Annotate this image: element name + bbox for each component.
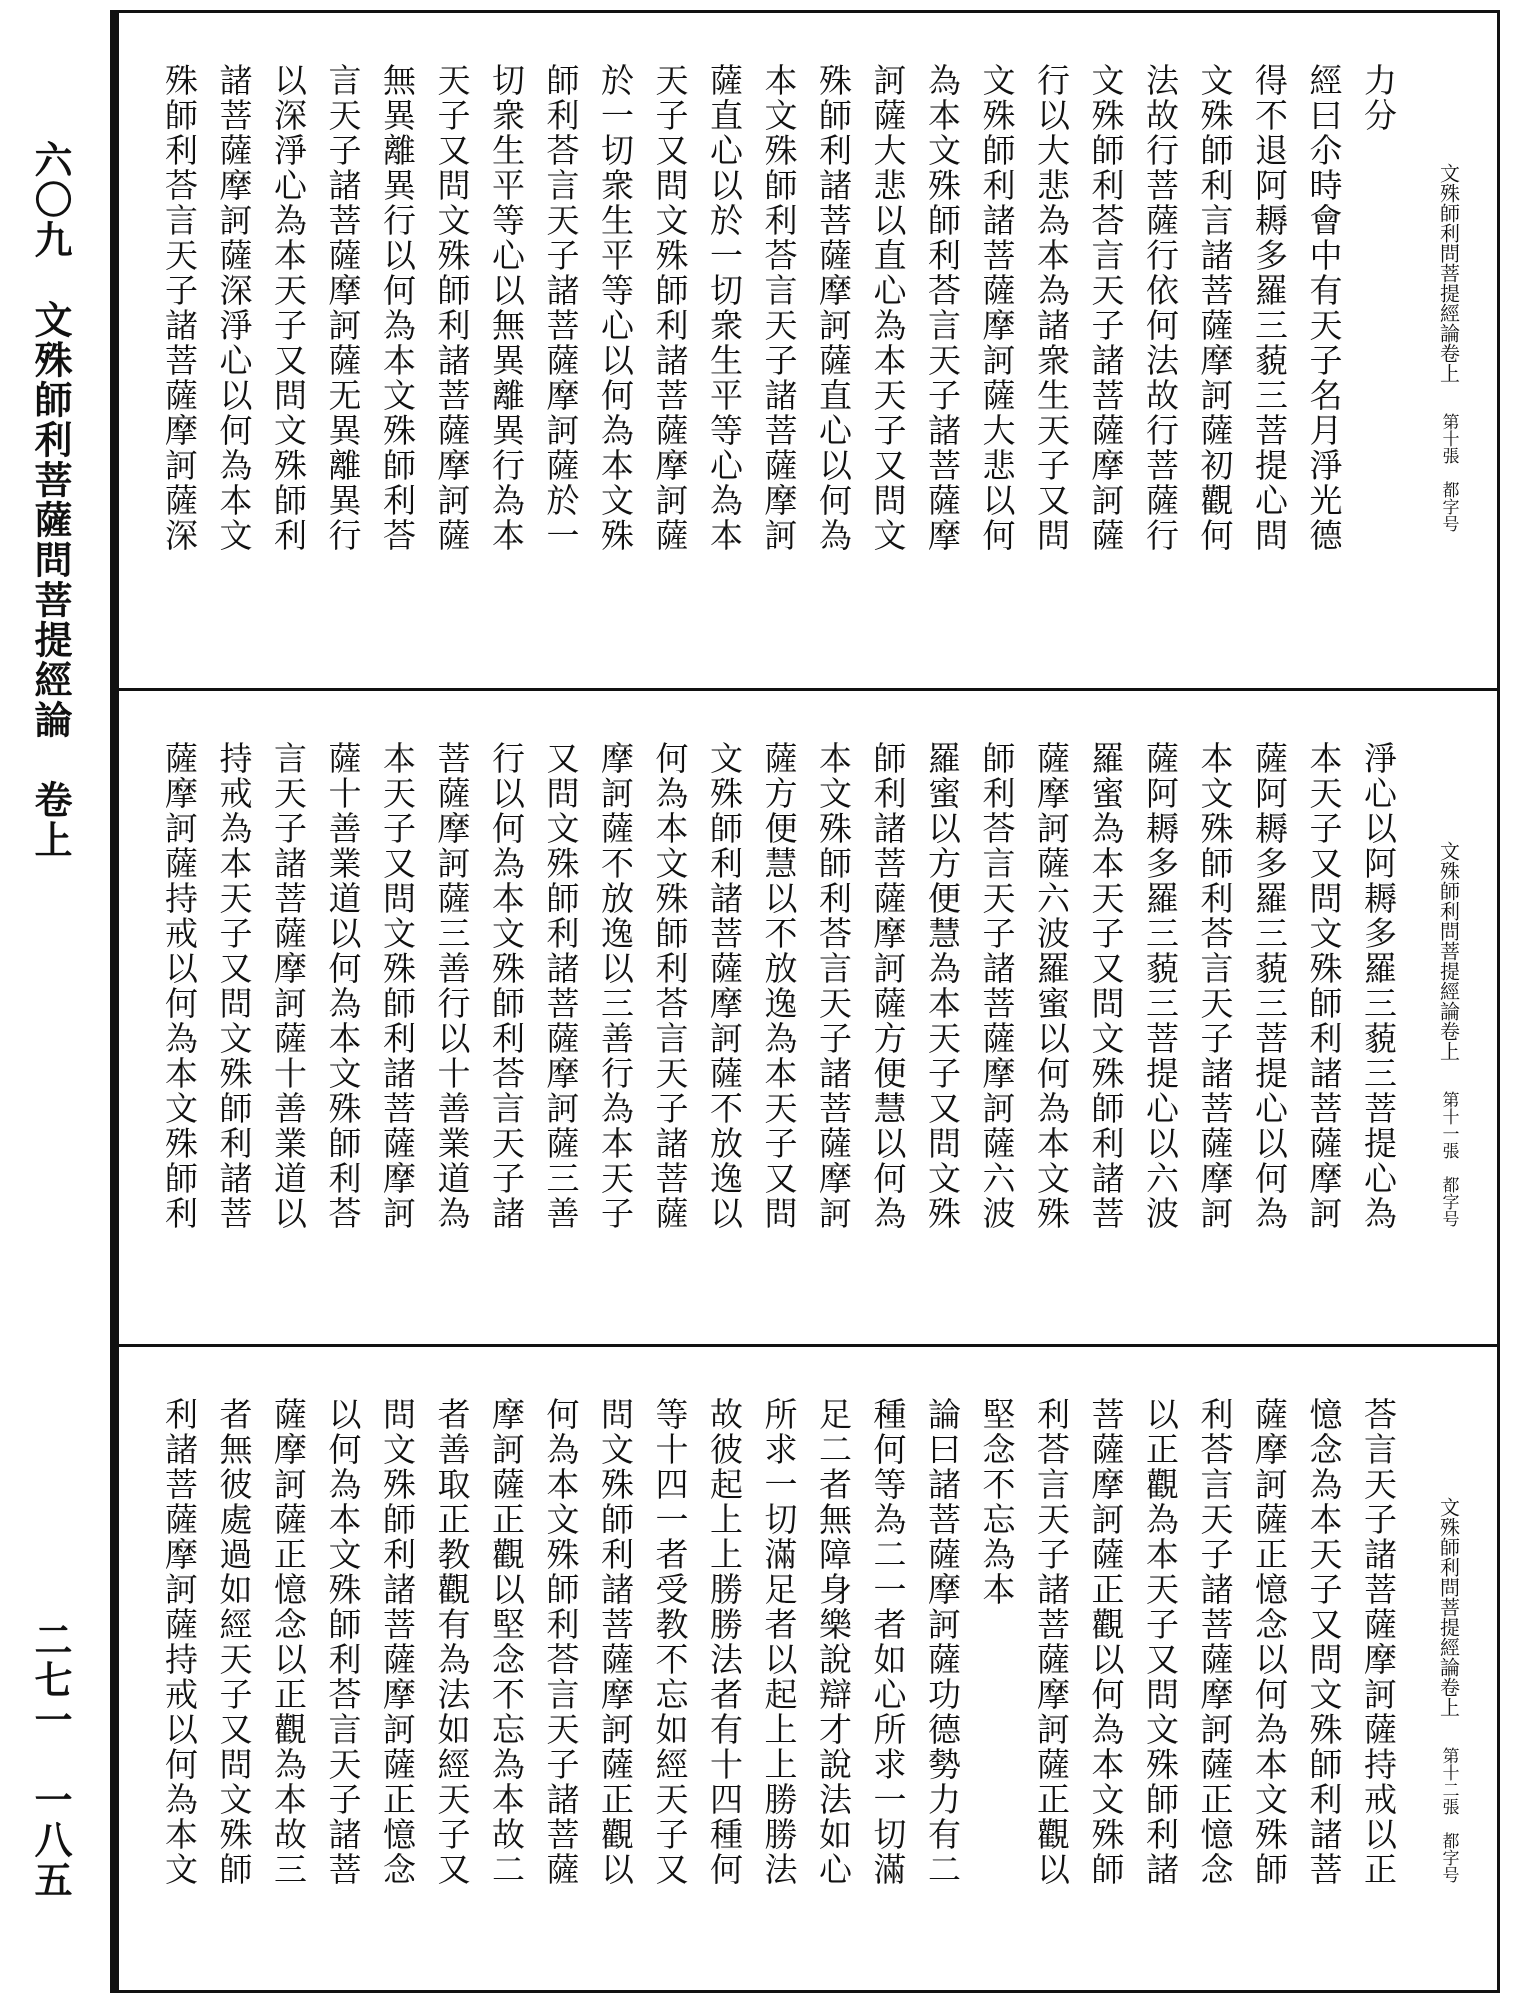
text-column: 種何等為二一者如心所求一切滿 bbox=[868, 1397, 908, 1887]
text-column: 師利荅言天子諸菩薩摩訶薩於一 bbox=[541, 63, 581, 553]
margin-title: 文殊師利問菩提經論卷上 bbox=[1436, 1497, 1461, 1717]
text-columns bbox=[152, 741, 1406, 1351]
text-column: 經曰尒時會中有天子名月淨光德 bbox=[1304, 63, 1344, 553]
text-column: 言天子諸菩薩摩訶薩无異離異行 bbox=[323, 63, 363, 553]
text-column: 以何為本文殊師利荅言天子諸菩 bbox=[323, 1397, 363, 1887]
text-column: 淨心以阿耨多羅三藐三菩提心為 bbox=[1359, 741, 1398, 1231]
text-column: 利諸菩薩摩訶薩持戒以何為本文 bbox=[160, 1397, 199, 1887]
text-column: 薩直心以於一切衆生平等心為本 bbox=[705, 63, 744, 553]
text-column: 菩薩摩訶薩正觀以何為本文殊師 bbox=[1086, 1397, 1126, 1887]
text-column: 薩摩訶薩六波羅蜜以何為本文殊 bbox=[1032, 741, 1071, 1231]
text-column: 論曰諸菩薩摩訶薩功德勢力有二 bbox=[923, 1397, 962, 1887]
text-column: 菩薩摩訶薩三善行以十善業道為 bbox=[432, 741, 472, 1231]
text-panel-3 bbox=[119, 1347, 1497, 1990]
text-column: 天子又問文殊師利諸菩薩摩訶薩 bbox=[650, 63, 690, 553]
text-column: 法故行菩薩行依何法故行菩薩行 bbox=[1141, 63, 1180, 553]
text-column: 以正觀為本天子又問文殊師利諸 bbox=[1141, 1397, 1180, 1887]
panel-margin-note bbox=[1429, 1347, 1469, 1990]
text-column: 無異離異行以何為本文殊師利荅 bbox=[378, 63, 417, 553]
text-column: 何為本文殊師利荅言天子諸菩薩 bbox=[650, 741, 690, 1231]
text-column: 本文殊師利荅言天子諸菩薩摩訶 bbox=[1195, 741, 1235, 1231]
margin-page-label: 第十二張 都字号 bbox=[1438, 1747, 1459, 1883]
text-column: 摩訶薩不放逸以三善行為本天子 bbox=[596, 741, 635, 1231]
text-column: 問文殊師利諸菩薩摩訶薩正憶念 bbox=[378, 1397, 417, 1887]
text-column: 諸菩薩摩訶薩深淨心以何為本文 bbox=[214, 63, 254, 553]
panel-margin-note bbox=[1429, 691, 1469, 1344]
text-column: 者無彼處過如經天子又問文殊師 bbox=[214, 1397, 254, 1887]
text-column: 足二者無障身樂說辯才說法如心 bbox=[814, 1397, 853, 1887]
text-column: 堅念不忘為本 bbox=[977, 1397, 1017, 1607]
text-column: 摩訶薩正觀以堅念不忘為本故二 bbox=[487, 1397, 526, 1887]
text-column: 利荅言天子諸菩薩摩訶薩正憶念 bbox=[1195, 1397, 1235, 1887]
margin-page-label: 第十一張 都字号 bbox=[1438, 1091, 1459, 1227]
text-column: 文殊師利諸菩薩摩訶薩大悲以何 bbox=[977, 63, 1017, 553]
text-column: 羅蜜為本天子又問文殊師利諸菩 bbox=[1086, 741, 1126, 1231]
text-column: 薩十善業道以何為本文殊師利荅 bbox=[323, 741, 363, 1231]
text-column: 切衆生平等心以無異離異行為本 bbox=[487, 63, 526, 553]
text-column: 為本文殊師利荅言天子諸菩薩摩 bbox=[923, 63, 962, 553]
text-column: 師利諸菩薩摩訶薩方便慧以何為 bbox=[868, 741, 908, 1231]
text-column: 殊師利荅言天子諸菩薩摩訶薩深 bbox=[160, 63, 199, 553]
text-column: 何為本文殊師利荅言天子諸菩薩 bbox=[541, 1397, 581, 1887]
text-column: 羅蜜以方便慧為本天子又問文殊 bbox=[923, 741, 962, 1231]
text-column: 憶念為本天子又問文殊師利諸菩 bbox=[1304, 1397, 1344, 1887]
text-column: 得不退阿耨多羅三藐三菩提心問 bbox=[1250, 63, 1289, 553]
volume-header: 六〇九 文殊師利菩薩問菩提經論 卷上 bbox=[28, 140, 73, 860]
text-column: 又問文殊師利諸菩薩摩訶薩三善 bbox=[541, 741, 581, 1231]
text-column: 薩方便慧以不放逸為本天子又問 bbox=[759, 741, 799, 1231]
text-column: 本天子又問文殊師利諸菩薩摩訶 bbox=[378, 741, 417, 1231]
page-number: 二七一 一八五 bbox=[28, 1620, 73, 1900]
text-column: 本文殊師利荅言天子諸菩薩摩訶 bbox=[814, 741, 853, 1231]
text-column: 天子又問文殊師利諸菩薩摩訶薩 bbox=[432, 63, 472, 553]
text-column: 文殊師利言諸菩薩摩訶薩初觀何 bbox=[1195, 63, 1235, 553]
text-column: 故彼起上上勝勝法者有十四種何 bbox=[705, 1397, 744, 1887]
text-column: 薩阿耨多羅三藐三菩提心以六波 bbox=[1141, 741, 1180, 1231]
text-column: 言天子諸菩薩摩訶薩十善業道以 bbox=[269, 741, 308, 1231]
text-column: 於一切衆生平等心以何為本文殊 bbox=[596, 63, 635, 553]
text-column: 行以何為本文殊師利荅言天子諸 bbox=[487, 741, 526, 1231]
text-column: 本天子又問文殊師利諸菩薩摩訶 bbox=[1304, 741, 1344, 1231]
panel-margin-note bbox=[1429, 13, 1469, 688]
text-column: 以深淨心為本天子又問文殊師利 bbox=[269, 63, 308, 553]
page-frame bbox=[110, 10, 1500, 1993]
text-column: 師利荅言天子諸菩薩摩訶薩六波 bbox=[977, 741, 1017, 1231]
text-column: 力分 bbox=[1359, 63, 1398, 133]
text-column: 持戒為本天子又問文殊師利諸菩 bbox=[214, 741, 254, 1231]
text-column: 荅言天子諸菩薩摩訶薩持戒以正 bbox=[1359, 1397, 1398, 1887]
text-column: 等十四一者受教不忘如經天子又 bbox=[650, 1397, 690, 1887]
margin-title: 文殊師利問菩提經論卷上 bbox=[1436, 841, 1461, 1061]
text-column: 殊師利諸菩薩摩訶薩直心以何為 bbox=[814, 63, 853, 553]
text-columns bbox=[152, 1397, 1406, 2007]
text-column: 薩摩訶薩持戒以何為本文殊師利 bbox=[160, 741, 199, 1231]
margin-title: 文殊師利問菩提經論卷上 bbox=[1436, 163, 1461, 383]
text-column: 訶薩大悲以直心為本天子又問文 bbox=[868, 63, 908, 553]
text-columns bbox=[152, 63, 1406, 673]
text-panel-2 bbox=[119, 691, 1497, 1347]
text-column: 問文殊師利諸菩薩摩訶薩正觀以 bbox=[596, 1397, 635, 1887]
text-column: 薩摩訶薩正憶念以正觀為本故三 bbox=[269, 1397, 308, 1887]
text-column: 文殊師利諸菩薩摩訶薩不放逸以 bbox=[705, 741, 744, 1231]
text-column: 薩摩訶薩正憶念以何為本文殊師 bbox=[1250, 1397, 1289, 1887]
text-panel-1 bbox=[119, 13, 1497, 691]
text-column: 所求一切滿足者以起上上勝勝法 bbox=[759, 1397, 799, 1887]
text-column: 薩阿耨多羅三藐三菩提心以何為 bbox=[1250, 741, 1289, 1231]
text-column: 行以大悲為本為諸衆生天子又問 bbox=[1032, 63, 1071, 553]
text-column: 利荅言天子諸菩薩摩訶薩正觀以 bbox=[1032, 1397, 1071, 1887]
text-column: 本文殊師利荅言天子諸菩薩摩訶 bbox=[759, 63, 799, 553]
text-column: 文殊師利荅言天子諸菩薩摩訶薩 bbox=[1086, 63, 1126, 553]
text-column: 者善取正教觀有為法如經天子又 bbox=[432, 1397, 472, 1887]
margin-page-label: 第十張 都字号 bbox=[1438, 413, 1459, 532]
